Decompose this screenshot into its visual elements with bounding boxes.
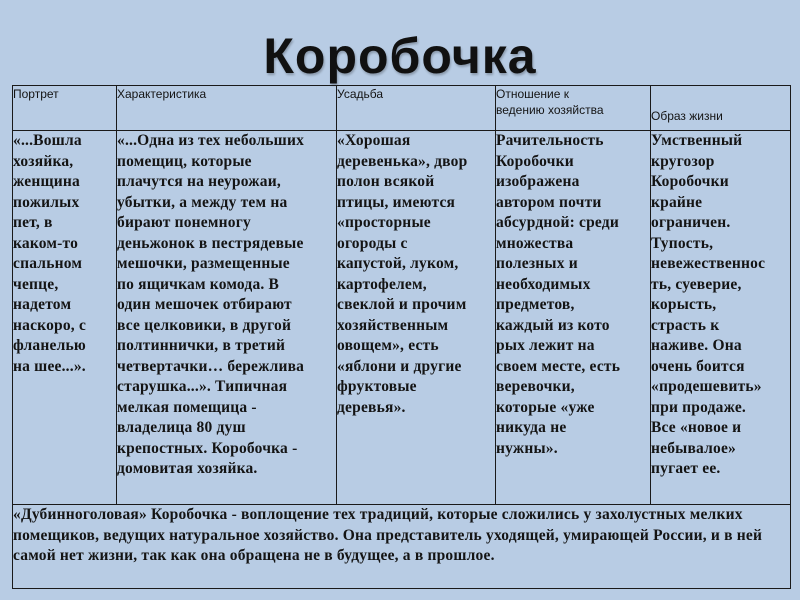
header-estate: Усадьба (337, 86, 496, 131)
cell-portrait (13, 131, 117, 505)
slide-title: Коробочка (263, 28, 537, 84)
table-header-row (13, 86, 791, 131)
header-characteristic: Характеристика (117, 86, 337, 131)
cell-lifestyle-text: Умственный кругозор Коробочки крайне ограничен. Тупость, невежественнос ть, суеверие, корысть, страсть к наживе. Она очень боится «продешевить» при продаже. Все «новое и небывалое» пугает ее. (651, 132, 766, 477)
cell-characteristic-text: «...Одна из тех небольших помещиц, которые плачутся на неурожаи, убытки, а между тем на бирают понемногу деньжонок в пестрядевые мешочки, размещенные по ящичкам комода. В один мешочек отбирают все целковики, в другой полтиннички, в третий четвертачки… бережлива старушка...». Типичная мелкая помещица - владелица 80 душ крепостных. Коробочка - домовитая хозяйка. (117, 132, 305, 477)
table-summary-row (13, 505, 791, 589)
cell-lifestyle (651, 131, 791, 505)
header-household-attitude: Отношение к ведению хозяйства (496, 86, 651, 131)
character-table (12, 85, 791, 589)
header-portrait: Портрет (13, 86, 117, 131)
table-row (13, 131, 791, 505)
cell-estate-text: «Хорошая деревенька», двор полон всякой птицы, имеются «просторные огороды с капустой, луком, картофелем, свеклой и прочим хозяйственным овощем», есть «яблони и другие фруктовые деревья». (337, 132, 468, 416)
cell-portrait-text: «...Вошла хозяйка, женщина пожилых пет, в каком-то спальном чепце, надетом наскоро, с фланелью на шее...». (13, 132, 87, 375)
header-lifestyle: Образ жизни (651, 86, 791, 131)
cell-estate (337, 131, 496, 505)
cell-characteristic (117, 131, 337, 505)
cell-household-attitude (496, 131, 651, 505)
summary-cell: «Дубинноголовая» Коробочка - воплощение тех традиций, которые сложились у захолустных мелких помещиков, ведущих натуральное хозяйство. Она представитель уходящей, умирающей России, и в ней самой нет жизни, так как она обращена не в будущее, а в прошлое. (13, 505, 791, 589)
cell-household-attitude-text: Рачительность Коробочки изображена автором почти абсурдной: среди множества полезных и необходимых предметов, каждый из кото рых лежит на своем месте, есть веревочки, которые «уже никуда не нужны». (496, 132, 621, 457)
